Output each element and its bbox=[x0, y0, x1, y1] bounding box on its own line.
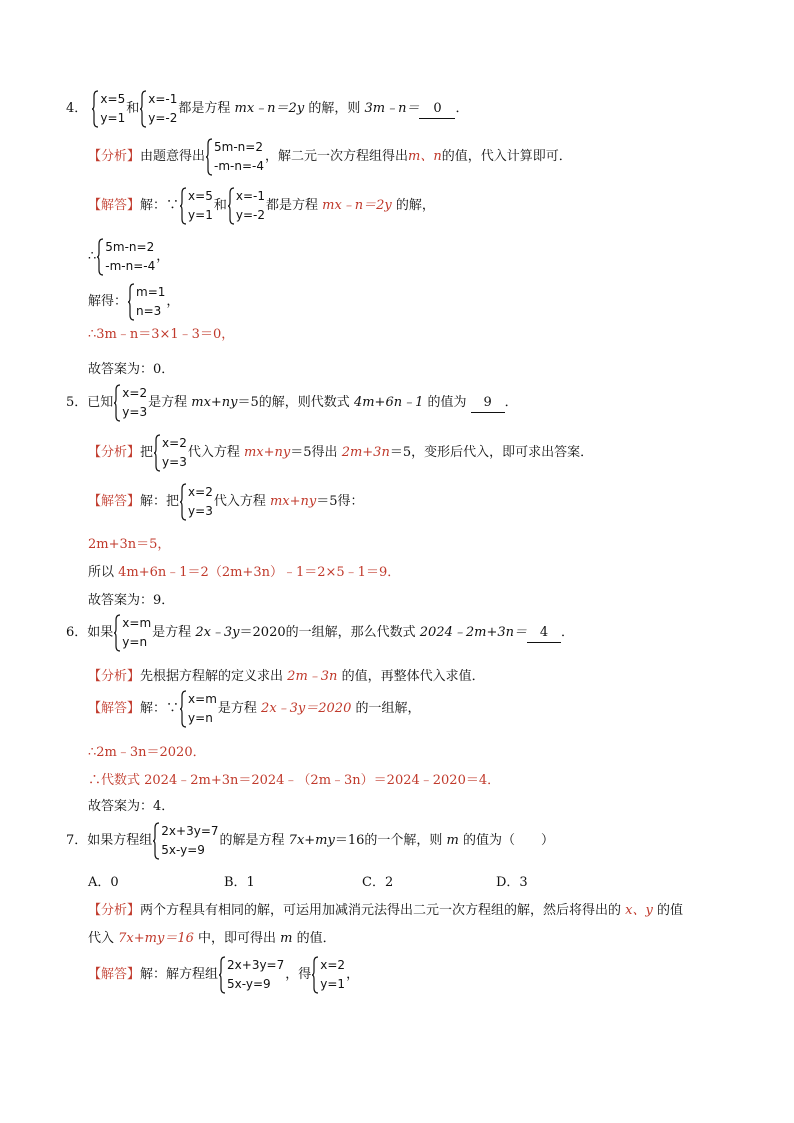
equation-system: 2x+3y=7 5x-y=9 bbox=[152, 822, 218, 860]
solution-tag: 【解答】 bbox=[88, 494, 141, 509]
brace-icon bbox=[96, 238, 104, 276]
problem-6-step-2: ∴代数式 2024﹣2m+3n＝2024﹣（2m﹣3n）＝2024﹣2020＝4． bbox=[88, 773, 501, 788]
equation-system: x=2 y=3 bbox=[179, 483, 213, 521]
equation-system: x=-1 y=-2 bbox=[139, 90, 177, 128]
problem-4-compute: ∴3m﹣n＝3×1﹣3＝0， bbox=[88, 327, 235, 342]
option-a: A．0 bbox=[88, 875, 119, 890]
analysis-tag: 【分析】 bbox=[88, 445, 141, 460]
brace-icon bbox=[152, 822, 160, 860]
problem-4-solve: 解得： m=1 n=3 ， bbox=[88, 283, 794, 329]
equation-system: 5m-n=2 -m-n=-4 bbox=[205, 138, 264, 176]
problem-6-question: 6．如果 x=m y=n 是方程 2x﹣3y＝2020的一组解，那么代数式 2024﹣2m+3n＝ 4 ． bbox=[66, 614, 794, 660]
analysis-tag: 【分析】 bbox=[88, 669, 141, 684]
brace-icon bbox=[179, 690, 187, 728]
answer-blank: 0 bbox=[419, 100, 455, 119]
problem-7-options bbox=[88, 868, 794, 898]
equation-system: 2x+3y=7 5x-y=9 bbox=[218, 956, 284, 994]
equation-system: x=2 y=3 bbox=[153, 434, 187, 472]
equation-system: x=m y=n bbox=[179, 690, 217, 728]
brace-icon bbox=[218, 956, 226, 994]
answer-blank: 4 bbox=[527, 624, 561, 643]
problem-5-step-1: 2m+3n＝5， bbox=[88, 537, 171, 552]
brace-icon bbox=[205, 138, 213, 176]
problem-4-analysis: 【分析】由题意得出 5m-n=2 -m-n=-4 ，解二元一次方程组得出m、n的值，代入计算即可． bbox=[88, 138, 794, 184]
problem-number: 5． bbox=[66, 395, 88, 410]
equation-system: x=-1 y=-2 bbox=[227, 187, 265, 225]
problem-4-question: 4． x=5 y=1 和 x=-1 y=-2 都是方程 mx﹣n＝2y 的解，则 3m﹣n＝ 0 ． bbox=[66, 90, 794, 136]
problem-number: 7． bbox=[66, 833, 88, 848]
equation-system: x=5 y=1 bbox=[91, 90, 125, 128]
brace-icon bbox=[113, 614, 121, 652]
solution-tag: 【解答】 bbox=[88, 701, 141, 716]
problem-6-final: 故答案为：4． bbox=[88, 799, 175, 814]
brace-icon bbox=[139, 90, 147, 128]
problem-7-analysis-2: 代入 7x+my＝16 中，即可得出 m 的值． bbox=[88, 931, 336, 946]
equation-system: m=1 n=3 bbox=[127, 283, 165, 321]
equation-system: x=5 y=1 bbox=[179, 187, 213, 225]
option-b: B．1 bbox=[224, 875, 255, 890]
solution-tag: 【解答】 bbox=[88, 198, 141, 213]
problem-5-analysis: 【分析】把 x=2 y=3 代入方程 mx+ny＝5得出 2m+3n＝5，变形后代入，即可求出答案． bbox=[88, 434, 794, 480]
brace-icon bbox=[227, 187, 235, 225]
problem-6-analysis: 【分析】先根据方程解的定义求出 2m﹣3n 的值，再整体代入求值． bbox=[88, 669, 485, 684]
brace-icon bbox=[311, 956, 319, 994]
equation-system: x=2 y=1 bbox=[311, 956, 345, 994]
brace-icon bbox=[179, 187, 187, 225]
brace-icon bbox=[127, 283, 135, 321]
option-d: D．3 bbox=[496, 875, 528, 890]
equation-system: x=2 y=3 bbox=[113, 384, 147, 422]
brace-icon bbox=[91, 90, 99, 128]
answer-blank: 9 bbox=[471, 394, 505, 413]
problem-6-step-1: ∴2m﹣3n＝2020． bbox=[88, 745, 206, 760]
equation-system: 5m-n=2 -m-n=-4 bbox=[96, 238, 155, 276]
problem-5-question: 5．已知 x=2 y=3 是方程 mx+ny＝5的解，则代数式 4m+6n﹣1 的值为 9 ． bbox=[66, 384, 794, 430]
option-c: C．2 bbox=[362, 875, 394, 890]
solution-tag: 【解答】 bbox=[88, 967, 141, 982]
problem-4-step: ∴ 5m-n=2 -m-n=-4 ， bbox=[88, 238, 794, 284]
problem-5-step-2: 所以 4m+6n﹣1＝2（2m+3n）﹣1＝2×5﹣1＝9． bbox=[88, 565, 401, 580]
problem-7-solution: 【解答】解：解方程组 2x+3y=7 5x-y=9 ，得 x=2 y=1 ， bbox=[88, 956, 794, 1002]
problem-6-solution: 【解答】解：∵ x=m y=n 是方程 2x﹣3y＝2020 的一组解， bbox=[88, 690, 794, 736]
analysis-tag: 【分析】 bbox=[88, 149, 141, 164]
brace-icon bbox=[153, 434, 161, 472]
problem-7-question: 7．如果方程组 2x+3y=7 5x-y=9 的解是方程 7x+my＝16的一个解，则 m 的值为（ ） bbox=[66, 822, 794, 868]
problem-number: 4． bbox=[66, 101, 88, 116]
problem-number: 6． bbox=[66, 625, 88, 640]
problem-5-solution: 【解答】解：把 x=2 y=3 代入方程 mx+ny＝5得： bbox=[88, 483, 794, 529]
analysis-tag: 【分析】 bbox=[88, 903, 141, 918]
brace-icon bbox=[179, 483, 187, 521]
problem-7-analysis-1: 【分析】两个方程具有相同的解，可运用加减消元法得出二元一次方程组的解，然后将得出的 x、y 的值 bbox=[88, 903, 684, 918]
problem-4-final: 故答案为：0． bbox=[88, 362, 175, 377]
equation-system: x=m y=n bbox=[113, 614, 151, 652]
problem-4-solution: 【解答】解：∵ x=5 y=1 和 x=-1 y=-2 都是方程 mx﹣n＝2y 的解， bbox=[88, 187, 794, 233]
problem-5-final: 故答案为：9． bbox=[88, 593, 175, 608]
brace-icon bbox=[113, 384, 121, 422]
